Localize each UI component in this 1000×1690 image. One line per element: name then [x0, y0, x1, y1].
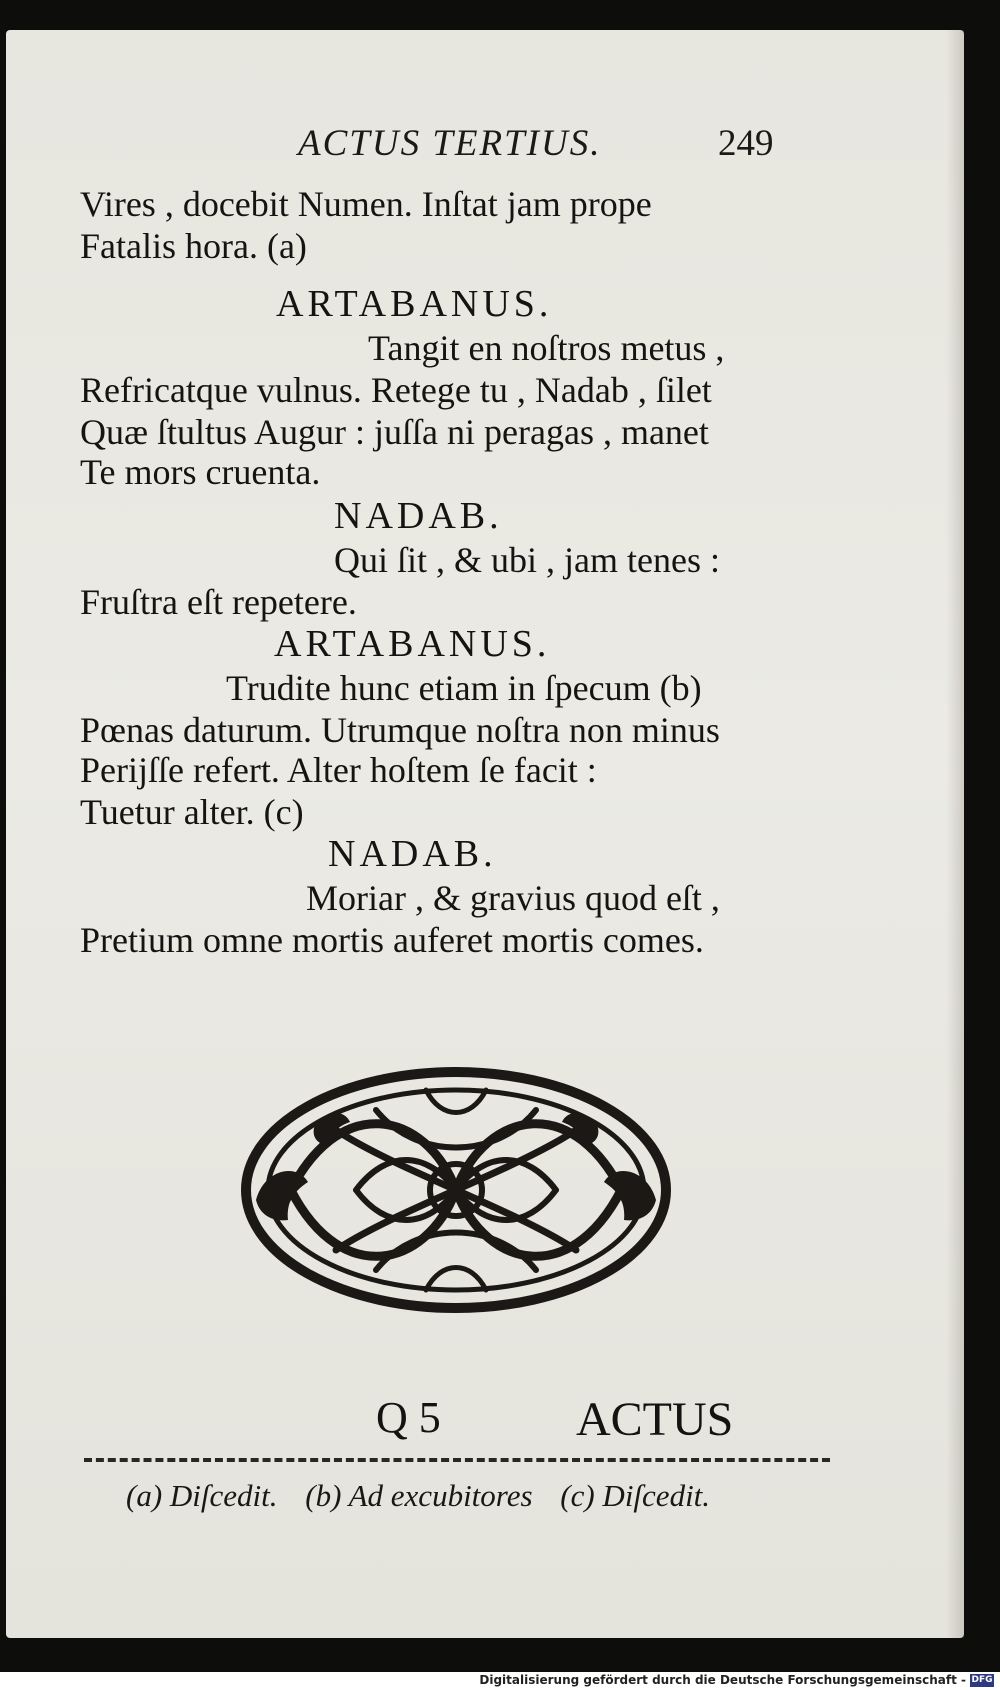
- credit-bar: [0, 1672, 1000, 1690]
- signature-mark: Q 5: [376, 1393, 441, 1442]
- page-number: 249: [718, 123, 774, 164]
- text-line: Tangit en noſtros metus ,: [368, 328, 725, 368]
- speaker-name: NADAB.: [334, 495, 503, 537]
- text-line: Quæ ſtultus Augur : juſſa ni peragas , manet: [80, 412, 709, 452]
- footnote-a: (a) Diſcedit.: [126, 1478, 278, 1513]
- footnote-rule: [84, 1458, 830, 1462]
- dfg-logo-icon: DFG: [971, 1675, 993, 1685]
- signature-line: [6, 1392, 964, 1452]
- book-page: [6, 30, 964, 1638]
- text-line: Fruſtra eſt repetere.: [80, 582, 357, 622]
- funding-credit: Digitalisierung gefördert durch die Deutsche Forschungsgemeinschaft -: [479, 1673, 966, 1687]
- catchword: ACTUS: [576, 1393, 734, 1446]
- text-line: Pœnas daturum. Utrumque noſtra non minus: [80, 710, 720, 750]
- text-line: Pretium omne mortis auferet mortis comes.: [80, 920, 704, 960]
- text-line: Qui ſit , & ubi , jam tenes :: [334, 540, 720, 580]
- text-line: Refricatque vulnus. Retege tu , Nadab , ſilet: [80, 370, 712, 410]
- text-line: Tuetur alter. (c): [80, 792, 304, 832]
- text-line: Fatalis hora. (a): [80, 226, 307, 266]
- knotwork-ornament: [226, 1050, 686, 1330]
- footnotes: [126, 1478, 730, 1514]
- footnote-b: (b) Ad excubitores: [305, 1478, 533, 1513]
- speaker-name: ARTABANUS.: [274, 623, 551, 665]
- speaker-name: ARTABANUS.: [276, 283, 553, 325]
- text-line: Moriar , & gravius quod eſt ,: [306, 878, 720, 918]
- running-title: ACTUS TERTIUS.: [298, 123, 602, 164]
- text-line: Trudite hunc etiam in ſpecum (b): [226, 668, 702, 708]
- text-line: Vires , docebit Numen. Inſtat jam prope: [80, 184, 652, 224]
- speaker-name: NADAB.: [328, 833, 497, 875]
- running-head: [6, 122, 964, 172]
- text-line: Te mors cruenta.: [80, 452, 321, 492]
- text-line: Perijſſe refert. Alter hoſtem ſe facit :: [80, 750, 597, 790]
- footnote-c: (c) Diſcedit.: [560, 1478, 711, 1513]
